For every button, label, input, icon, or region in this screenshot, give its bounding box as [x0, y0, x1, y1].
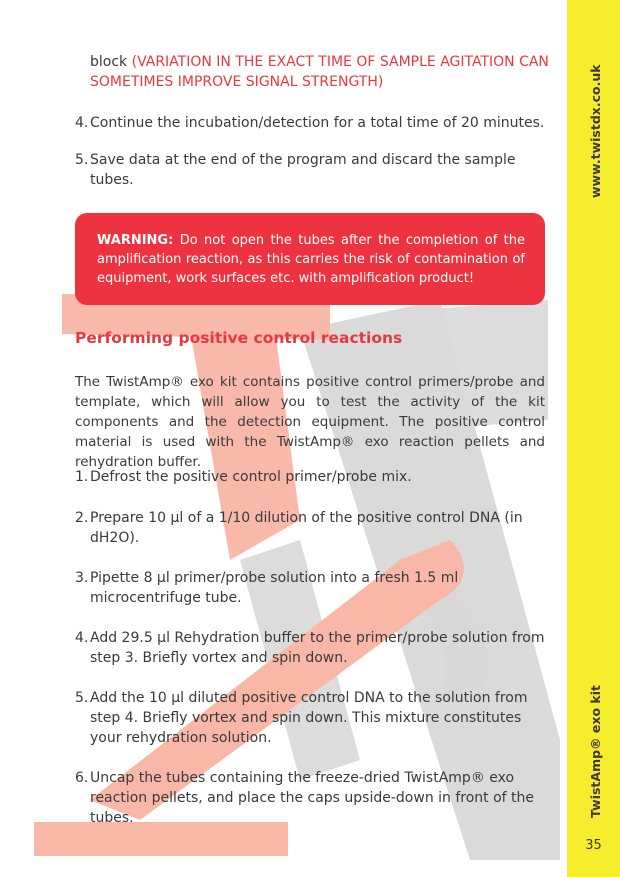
step-text: Prepare 10 µl of a 1/10 dilution of the positive control DNA (in dH2O).: [90, 510, 523, 546]
step-text: Defrost the positive control primer/probe mix.: [90, 469, 412, 485]
website-link-wrap: [572, 58, 612, 198]
step-number: 2.: [75, 510, 89, 526]
warning-text: [97, 231, 525, 288]
continuation-note: (VARIATION IN THE EXACT TIME OF SAMPLE AGITATION CAN SOMETIMES IMPROVE SIGNAL STRENGTH): [90, 54, 549, 90]
step-text: Add 29.5 µl Rehydration buffer to the primer/probe solution from step 3. Briefly vortex and spin down.: [90, 630, 545, 666]
sidebar-band: [567, 0, 620, 877]
continuation-text: [90, 52, 550, 92]
step-text: Save data at the end of the program and discard the sample tubes.: [90, 152, 516, 188]
step-text: Pipette 8 µl primer/probe solution into a fresh 1.5 ml microcentrifuge tube.: [90, 570, 459, 606]
warning-box: [75, 213, 545, 305]
step-number: 4.: [75, 115, 89, 131]
step-text: Continue the incubation/detection for a total time of 20 minutes.: [90, 115, 545, 131]
step-text: Uncap the tubes containing the freeze-dried TwistAmp® exo reaction pellets, and place the caps upside-down in front of the tubes.: [90, 770, 535, 826]
website-link[interactable]: www.twistdx.co.uk: [588, 64, 603, 198]
step-number: 1.: [75, 469, 89, 485]
step-number: 5.: [75, 690, 89, 706]
step-number: 4.: [75, 630, 89, 646]
section-intro: The TwistAmp® exo kit contains positive control primers/probe and template, which will allow you to test the activity of the kit components and the detection equipment. The positive control material is used with the TwistAmp® exo reaction pellets and rehydration buffer.: [75, 374, 545, 470]
step-number: 3.: [75, 570, 89, 586]
warning-label: WARNING:: [97, 233, 174, 248]
section-heading: Performing positive control reactions: [75, 329, 403, 347]
product-name: TwistAmp® exo kit: [588, 685, 603, 818]
step-number: 6.: [75, 770, 89, 786]
step-number: 5.: [75, 152, 89, 168]
product-name-wrap: [572, 672, 612, 820]
warning-body: Do not open the tubes after the completion of the amplification reaction, as this carries the risk of contamination of equipment, work surfaces etc. with amplification product!: [97, 233, 525, 286]
step-text: Add the 10 µl diluted positive control DNA to the solution from step 4. Briefly vortex and spin down. This mixture constitutes your rehydration solution.: [90, 690, 528, 746]
continuation-lead: block: [90, 54, 128, 70]
page-number: 35: [585, 838, 602, 853]
